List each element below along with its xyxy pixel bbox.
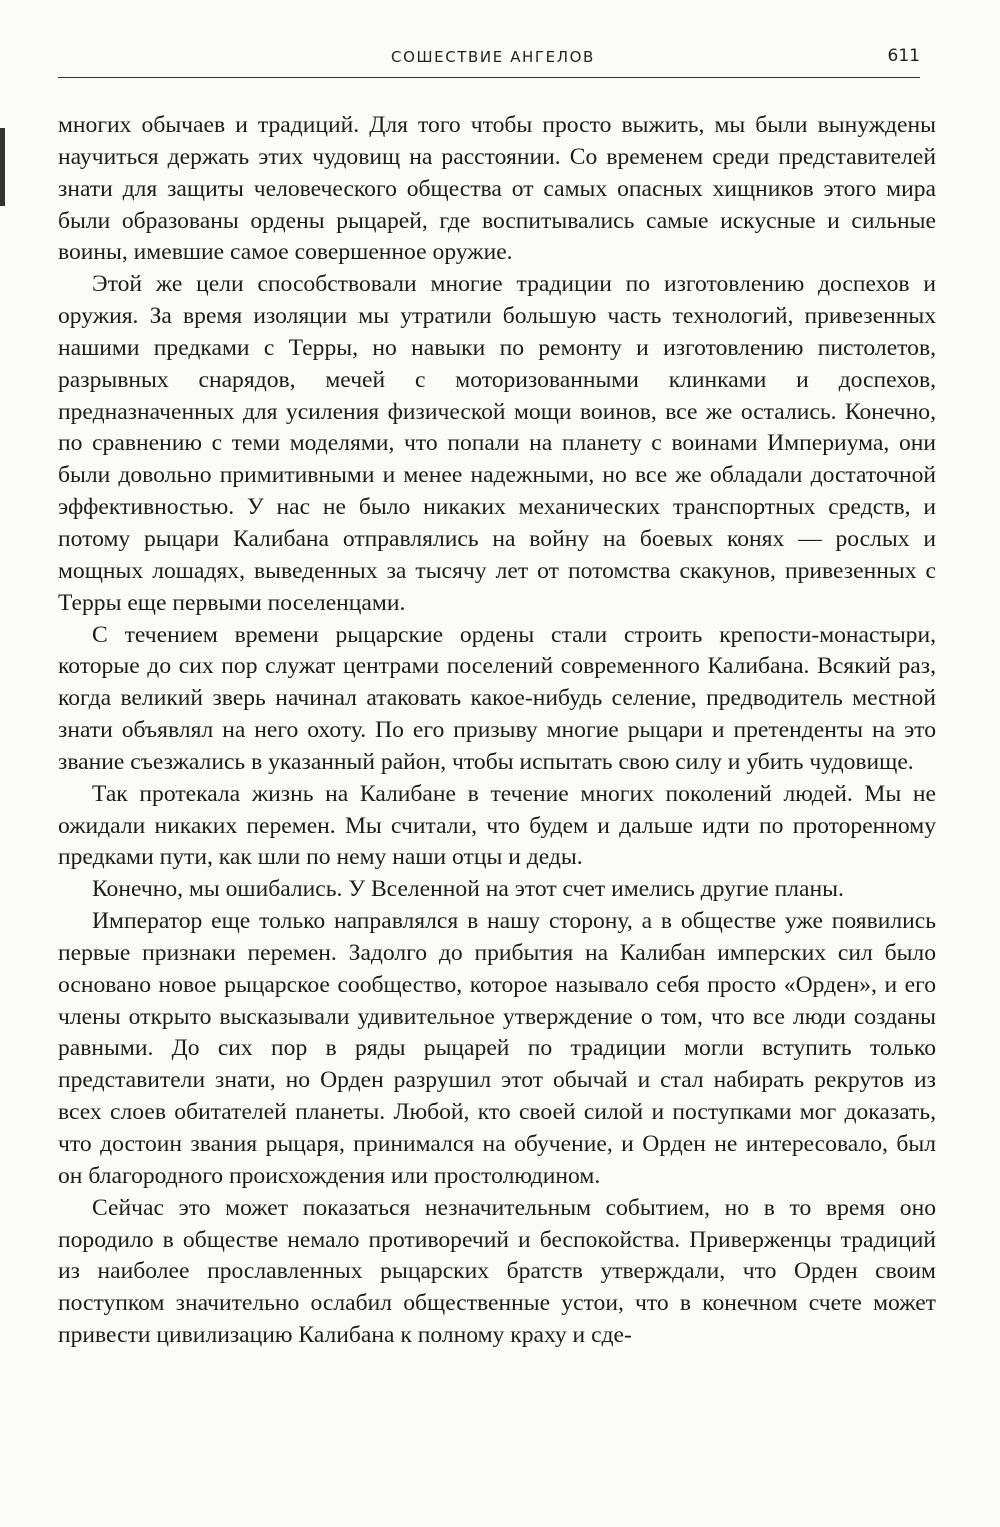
paragraph: Так протекала жизнь на Калибане в течение многих поколений людей. Мы не ожидали никаких перемен. Мы считали, что будем и дальше идти по проторенному предками пути, как шли по нему наши отцы и деды. <box>58 780 936 871</box>
paragraph: Сейчас это может показаться незначительным событием, но в то время оно породило в обществе немало противоречий и беспокойства. Приверженцы традиций из наиболее прославленных рыцарских братств утверждали, что Орден своим поступком значительно ослабил общественные устои, что в конечном счете может привести цивилизацию Калибана к полному краху и сде- <box>58 1194 936 1349</box>
running-head: СОШЕСТВИЕ АНГЕЛОВ <box>391 48 595 66</box>
paragraph: Этой же цели способствовали многие традиции по изготовлению доспехов и оружия. За время изоляции мы утратили большую часть технологий, привезенных нашими предками с Терры, но навыки по ремонту и изготовлению пистолетов, разрывных снарядов, мечей с моторизованными клинками и доспехов, предназначенных для усиления физической мощи воинов, все же остались. Конечно, по сравнению с теми моделями, что попали на планету с воинами Империума, они были довольно примитивными и менее надежными, но все же обладали достаточной эффективностью. У нас не было никаких механических транспортных средств, и потому рыцари Калибана отправлялись на войну на боевых конях — рослых и мощных лошадях, выведенных за тысячу лет от потомства скакунов, привезенных с Терры еще первыми поселенцами. <box>58 271 936 616</box>
body-text <box>58 110 936 1352</box>
page-edge-mark <box>0 128 5 206</box>
paragraph: Конечно, мы ошибались. У Вселенной на этот счет имелись другие планы. <box>92 876 844 903</box>
paragraph: Император еще только направлялся в нашу сторону, а в обществе уже появились первые признаки перемен. Задолго до прибытия на Калибан имперских сил было основано новое рыцарское сообщество, которое называло себя просто «Орден», и его члены открыто высказывали удивительное утверждение о том, что все люди созданы равными. До сих пор в ряды рыцарей по традиции могли вступить только представители знати, но Орден разрушил этот обычай и стал набирать рекрутов из всех слоев обитателей планеты. Любой, кто своей силой и поступками мог доказать, что достоин звания рыцаря, принимался на обучение, и Орден не интересовало, был он благородного происхождения или простолюдином. <box>58 908 936 1189</box>
paragraph: многих обычаев и традиций. Для того чтобы просто выжить, мы были вынуждены научиться держать этих чудовищ на расстоянии. Со временем среди представителей знати для защиты человеческого общества от самых опасных хищников этого мира были образованы ордены рыцарей, где воспитывались самые искусные и сильные воины, имевшие самое совершенное оружие. <box>58 112 936 266</box>
page-number: 611 <box>887 46 920 66</box>
page-header <box>58 40 920 80</box>
header-rule <box>58 77 920 78</box>
paragraph: С течением времени рыцарские ордены стали строить крепости-монастыри, которые до сих пор служат центрами поселений современного Калибана. Всякий раз, когда великий зверь начинал атаковать какое-нибудь селение, предводитель местной знати объявлял на него охоту. По его призыву многие рыцари и претенденты на это звание съезжались в указанный район, чтобы испытать свою силу и убить чудовище. <box>58 621 936 775</box>
